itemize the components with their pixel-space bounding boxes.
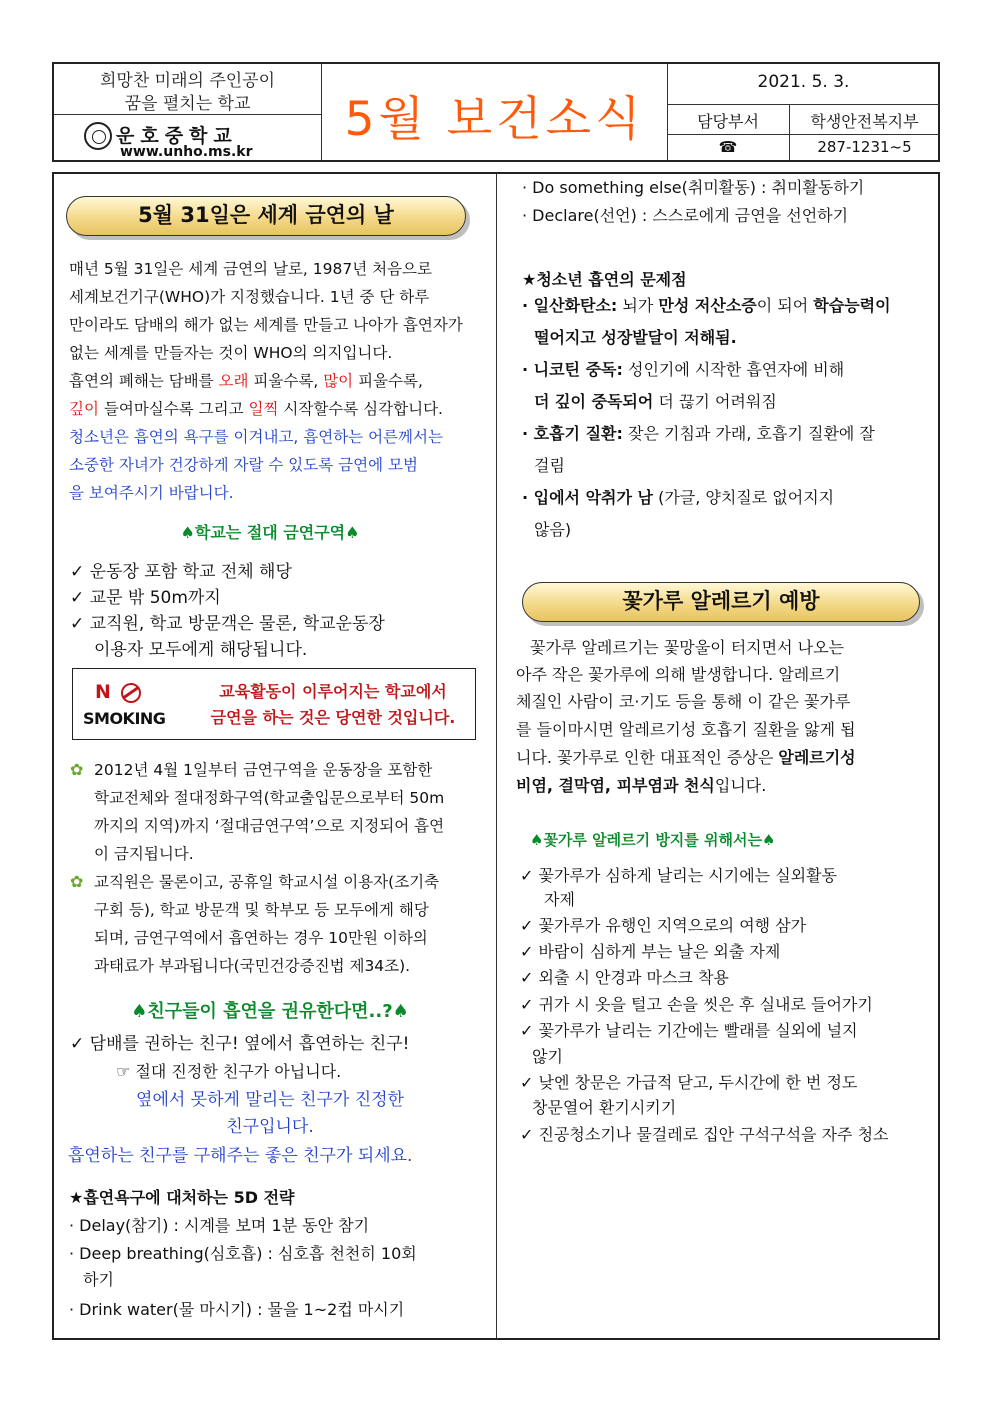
prevent-item: 창문열어 환기시키기	[532, 1098, 677, 1117]
phone-number: 287-1231~5	[817, 138, 912, 156]
intro-line: 없는 세계를 만들자는 것이 WHO의 의지입니다.	[69, 344, 393, 362]
section-banner-no-smoking-day: 5월 31일은 세계 금연의 날	[66, 196, 466, 236]
no-smoking-icon	[95, 681, 141, 703]
dept-value: 학생안전복지부	[810, 112, 919, 131]
prevent-heading: ♠꽃가루 알레르기 방지를 위해서는♠	[530, 831, 776, 849]
newsletter-header	[52, 62, 940, 162]
prevent-item: 자제	[544, 890, 575, 909]
header-rule	[667, 134, 940, 135]
school-emblem-icon	[84, 122, 112, 150]
problem-line	[522, 420, 875, 448]
prevent-item: ✓ 꽃가루가 심하게 날리는 시기에는 실외활동	[520, 866, 838, 885]
clover-bullet-icon: ✿	[70, 872, 84, 891]
phone-icon: ☎	[718, 138, 738, 156]
harm-text: 흡연의 폐해는 담배를	[69, 372, 219, 390]
column-divider	[496, 174, 497, 1338]
law-line: 2012년 4월 1일부터 금연구역을 운동장을 포함한	[94, 761, 433, 779]
problem-text: 잦은 기침과 가래, 호흡기 질환에 잘	[622, 424, 875, 443]
harm-emphasis: 일찍	[248, 400, 279, 418]
school-name: 운호중학교	[116, 125, 238, 147]
youth-message-line: 청소년은 흡연의 욕구를 이겨내고, 흡연하는 어른께서는	[69, 428, 443, 446]
youth-message-line: 을 보여주시기 바랍니다.	[69, 484, 234, 502]
allergy-line: 꽃가루 알레르기는 꽃망울이 터지면서 나오는	[530, 638, 845, 657]
allergy-line: 를 들이마시면 알레르기성 호흡기 질환을 앓게 됩	[516, 720, 856, 739]
strategy-item: · Delay(참기) : 시계를 보며 1분 동안 참기	[69, 1216, 370, 1235]
zone-item: ✓ 교문 밖 50m까지	[70, 588, 221, 608]
law-line: 학교전체와 절대정화구역(학교출입문으로부터 50m	[94, 789, 445, 807]
prevent-item: ✓ 귀가 시 옷을 털고 손을 씻은 후 실내로 들어가기	[520, 995, 873, 1014]
problem-line: 않음)	[534, 520, 572, 539]
strategy-heading: ★흡연욕구에 대처하는 5D 전략	[69, 1188, 295, 1207]
friends-message: 친구입니다.	[226, 1117, 314, 1137]
problem-line	[522, 484, 834, 512]
prevent-item: ✓ 꽃가루가 날리는 기간에는 빨래를 실외에 널지	[520, 1021, 858, 1040]
allergy-line: 아주 작은 꽃가루에 의해 발생합니다. 알레르기	[516, 665, 841, 684]
strategy-item: · Deep breathing(심호흡) : 심호흡 천천히 10회	[69, 1244, 417, 1263]
harm-text: 피울수록,	[353, 372, 423, 390]
header-rule	[667, 104, 940, 105]
intro-line: 세계보건기구(WHO)가 지정했습니다. 1년 중 단 하루	[69, 288, 430, 306]
problem-bold: 더 깊이 중독되어	[534, 392, 654, 411]
harm-line-2	[69, 395, 443, 423]
allergy-text: 입니다.	[714, 776, 767, 795]
problem-bold: · 니코틴 중독:	[522, 360, 623, 379]
prevent-item: ✓ 외출 시 안경과 마스크 착용	[520, 968, 729, 987]
section-banner-pollen-allergy: 꽃가루 알레르기 예방	[522, 582, 920, 622]
allergy-line: 체질인 사람이 코·기도 등을 통해 이 같은 꽃가루	[516, 692, 851, 711]
header-rule	[54, 114, 321, 115]
no-smoking-zone-heading: ♠학교는 절대 금연구역♠	[180, 523, 360, 542]
problem-line: 떨어지고 성장발달이 저해됨.	[534, 328, 737, 347]
harm-text: 시작할수록 심각합니다.	[278, 400, 443, 418]
harm-emphasis: 깊이	[69, 400, 99, 418]
friends-line: ☞ 절대 진정한 친구가 아닙니다.	[116, 1062, 342, 1081]
harm-emphasis: 오래	[218, 372, 249, 390]
zone-item: ✓ 운동장 포함 학교 전체 해당	[70, 562, 292, 582]
youth-message-line: 소중한 자녀가 건강하게 자랄 수 있도록 금연에 모범	[69, 456, 418, 474]
clover-bullet-icon: ✿	[70, 760, 84, 779]
problem-text: 뇌가	[617, 296, 659, 315]
problem-text: 이 되어	[756, 296, 814, 315]
strategy-item: · Drink water(물 마시기) : 물을 1~2컵 마시기	[69, 1300, 405, 1319]
strategy-item: · Declare(선언) : 스스로에게 금연을 선언하기	[522, 206, 849, 225]
school-motto-line2: 꿈을 펼치는 학교	[124, 94, 251, 114]
friends-line: ✓ 담배를 권하는 친구! 옆에서 흡연하는 친구!	[70, 1034, 410, 1054]
problem-line: 걸림	[534, 456, 565, 475]
problems-heading: ★청소년 흡연의 문제점	[522, 270, 687, 289]
problem-line	[522, 356, 844, 384]
allergy-line	[516, 744, 856, 772]
friends-heading: ♠친구들이 흡연을 권유한다면..?♠	[131, 1001, 409, 1022]
intro-line: 매년 5월 31일은 세계 금연의 날로, 1987년 처음으로	[69, 260, 432, 278]
problem-text: (가글, 양치질로 없어지지	[652, 488, 835, 507]
prevent-item: ✓ 진공청소기나 물걸레로 집안 구석구석을 자주 청소	[520, 1125, 889, 1144]
problem-bold: 만성 저산소증	[658, 296, 757, 315]
problem-line	[522, 292, 891, 320]
page-title: 5월 보건소식	[344, 92, 645, 147]
strategy-item: 하기	[83, 1270, 114, 1289]
zone-item: 이용자 모두에게 해당됩니다.	[94, 640, 308, 660]
no-smoking-letter: N	[95, 681, 111, 703]
problem-text: 더 끊기 어려워짐	[653, 392, 777, 411]
sign-message-line2: 금연을 하는 것은 당연한 것입니다.	[210, 708, 456, 727]
zone-item: ✓ 교직원, 학교 방문객은 물론, 학교운동장	[70, 614, 385, 634]
harm-line-1	[69, 367, 423, 395]
no-smoking-sign	[72, 668, 476, 740]
law-line: 교직원은 물론이고, 공휴일 학교시설 이용자(조기축	[94, 873, 440, 891]
harm-text: 피울수록,	[248, 372, 324, 390]
school-url[interactable]: www.unho.ms.kr	[120, 144, 253, 160]
allergy-bold: 알레르기성	[778, 748, 856, 767]
friends-message: 흡연하는 친구를 구해주는 좋은 친구가 되세요.	[68, 1146, 413, 1166]
problem-text: 성인기에 시작한 흡연자에 비해	[622, 360, 845, 379]
problem-bold: · 일산화탄소:	[522, 296, 618, 315]
issue-date: 2021. 5. 3.	[757, 72, 850, 92]
prohibition-circle-icon	[121, 683, 141, 703]
problem-bold: 학습능력이	[813, 296, 891, 315]
prevent-item: 않기	[532, 1047, 563, 1066]
strategy-item: · Do something else(취미활동) : 취미활동하기	[522, 178, 865, 197]
friends-message: 옆에서 못하게 말리는 친구가 진정한	[136, 1090, 404, 1110]
problem-bold: · 입에서 악취가 남	[522, 488, 653, 507]
law-line: 구회 등), 학교 방문객 및 학부모 등 모두에게 해당	[94, 901, 429, 919]
harm-text: 들여마실수록 그리고	[98, 400, 249, 418]
allergy-bold: 비염, 결막염, 피부염과 천식	[516, 776, 715, 795]
school-motto-line1: 희망찬 미래의 주인공이	[99, 71, 276, 91]
allergy-line	[516, 772, 766, 800]
sign-message-line1: 교육활동이 이루어지는 학교에서	[219, 682, 447, 701]
allergy-text: 니다. 꽃가루로 인한 대표적인 증상은	[516, 748, 779, 767]
harm-emphasis: 많이	[323, 372, 354, 390]
prevent-item: ✓ 낮엔 창문은 가급적 닫고, 두시간에 한 번 정도	[520, 1073, 858, 1092]
problem-line	[534, 388, 777, 416]
law-line: 까지의 지역)까지 ‘절대금연구역’으로 지정되어 흡연	[94, 817, 445, 835]
law-line: 되며, 금연구역에서 흡연하는 경우 10만원 이하의	[94, 929, 428, 947]
dept-label: 담당부서	[697, 112, 759, 131]
intro-line: 만이라도 담배의 해가 없는 세계를 만들고 나아가 흡연자가	[69, 316, 463, 334]
law-line: 이 금지됩니다.	[94, 845, 194, 863]
law-line: 과태료가 부과됩니다(국민건강증진법 제34조).	[94, 957, 411, 975]
prevent-item: ✓ 바람이 심하게 부는 날은 외출 자제	[520, 942, 781, 961]
prevent-item: ✓ 꽃가루가 유행인 지역으로의 여행 삼가	[520, 916, 807, 935]
problem-bold: · 호흡기 질환:	[522, 424, 623, 443]
smoking-label: SMOKING	[83, 709, 166, 728]
